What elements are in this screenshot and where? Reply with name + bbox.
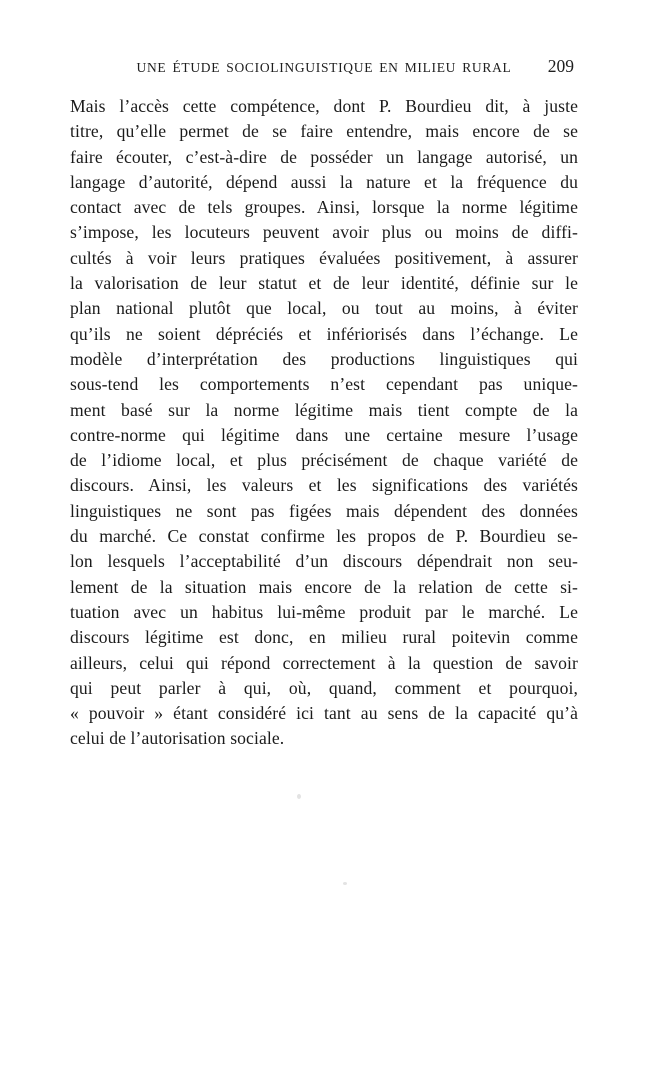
- text-line: du marché. Ce constat confirme les propos de P. Bourdieu se-: [70, 526, 578, 547]
- text-line: « pouvoir » étant considéré ici tant au sens de la capacité qu’à: [70, 703, 578, 724]
- text-line: ment basé sur la norme légitime mais tient compte de la: [70, 399, 578, 420]
- text-line: celui de l’autorisation sociale.: [70, 728, 285, 749]
- text-line: discours. Ainsi, les valeurs et les significations des variétés: [70, 475, 578, 496]
- text-line: plan national plutôt que local, ou tout au moins, à éviter: [70, 298, 578, 319]
- text-line: sous-tend les comportements n’est cependant pas unique-: [70, 374, 578, 395]
- text-line: faire écouter, c’est-à-dire de posséder un langage autorisé, un: [70, 146, 578, 167]
- text-line: lon lesquels l’acceptabilité d’un discours dépendrait non seu-: [70, 551, 578, 572]
- text-line: discours légitime est donc, en milieu rural poitevin comme: [70, 627, 578, 648]
- text-line: tuation avec un habitus lui-même produit par le marché. Le: [70, 601, 578, 622]
- text-line: la valorisation de leur statut et de leur identité, définie sur le: [70, 273, 578, 294]
- page-number: 209: [547, 56, 574, 76]
- text-line: contre-norme qui légitime dans une certaine mesure l’usage: [70, 424, 578, 445]
- text-line: Mais l’accès cette compétence, dont P. Bourdieu dit, à juste: [70, 96, 578, 116]
- text-line: lement de la situation mais encore de la relation de cette si-: [70, 576, 578, 597]
- text-line: titre, qu’elle permet de se faire entendre, mais encore de se: [70, 121, 578, 142]
- scan-speck: [297, 794, 301, 799]
- text-line: modèle d’interprétation des productions linguistiques qui: [70, 348, 578, 369]
- text-line: de l’idiome local, et plus précisément de chaque variété de: [70, 450, 578, 471]
- text-line: langage d’autorité, dépend aussi la nature et la fréquence du: [70, 171, 578, 192]
- text-line: contact avec de tels groupes. Ainsi, lorsque la norme légitime: [70, 197, 578, 218]
- scan-speck: [343, 882, 347, 885]
- running-title: UNE ÉTUDE SOCIOLINGUISTIQUE EN MILIEU RURAL: [136, 60, 512, 75]
- text-line: qu’ils ne soient dépréciés et infériorisés dans l’échange. Le: [70, 323, 578, 344]
- body-text: [70, 94, 578, 752]
- text-line: s’impose, les locuteurs peuvent avoir plus ou moins de diffi-: [70, 222, 578, 243]
- text-line: qui peut parler à qui, où, quand, comment et pourquoi,: [70, 677, 578, 698]
- text-line: cultés à voir leurs pratiques évaluées positivement, à assurer: [70, 247, 578, 268]
- text-line: ailleurs, celui qui répond correctement à la question de savoir: [70, 652, 578, 673]
- text-line: linguistiques ne sont pas figées mais dépendent des données: [70, 500, 578, 521]
- running-header: [70, 56, 578, 80]
